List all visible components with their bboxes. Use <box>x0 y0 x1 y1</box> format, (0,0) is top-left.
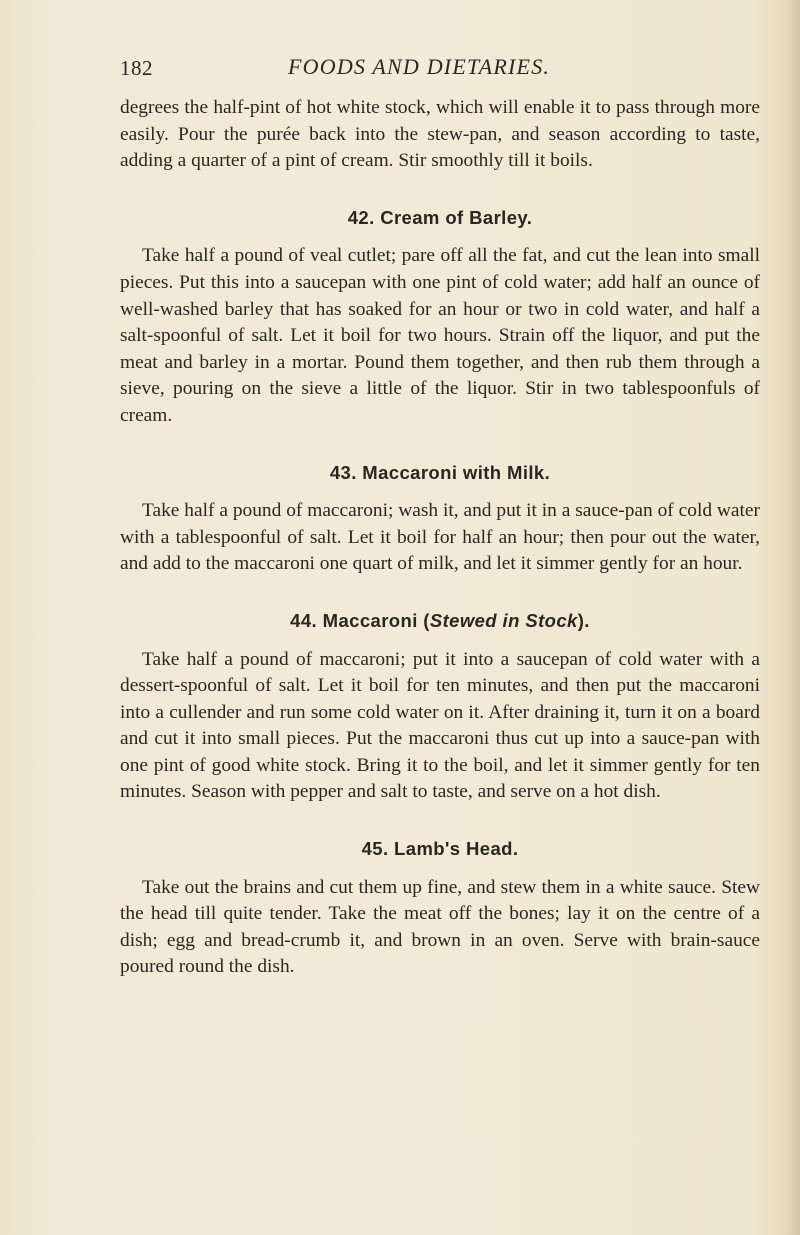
recipe-heading <box>120 460 760 487</box>
recipe-heading-text: 42. Cream of Barley. <box>347 206 533 228</box>
recipe-body: Take half a pound of maccaroni; put it into a saucepan of cold water with a dessert-spoonful of salt. Let it boil for ten minutes, and then put the maccaroni into a cullender and run some cold water on it. After draining it, turn it on a board and cut it into small pieces. Put the maccaroni thus cut up into a sauce-pan with one pint of good white stock. Bring it to the boil, and let it simmer gently for ten minutes. Season with pepper and salt to taste, and serve on a hot dish. <box>120 648 760 803</box>
recipe-42 <box>120 205 760 430</box>
recipe-body: Take out the brains and cut them up fine, and stew them in a white sauce. Stew the head till quite tender. Take the meat off the bones; lay it on the centre of a dish; egg and bread-crumb it, and brown in an oven. Serve with brain-sauce poured round the dish. <box>120 876 760 978</box>
recipe-heading <box>120 608 760 635</box>
recipe-heading <box>120 836 760 863</box>
running-head <box>120 54 760 84</box>
recipe-heading-text: 43. Maccaroni with Milk. <box>329 461 551 483</box>
page-number: 182 <box>120 56 153 80</box>
recipe-45 <box>120 836 760 981</box>
recipe-body: Take half a pound of maccaroni; wash it, and put it in a sauce-pan of cold water with a tablespoonful of salt. Let it boil for half an hour; then pour out the water, and add to the maccaroni one quart of milk, and let it simmer gently for an hour. <box>120 500 760 575</box>
recipe-heading-italic: Stewed in Stock <box>429 609 578 631</box>
running-title: FOODS AND DIETARIES. <box>288 54 551 79</box>
recipe-heading-end: ). <box>577 609 590 631</box>
intro-paragraph: degrees the half-pint of hot white stock, which will enable it to pass through more easily. Pour the purée back into the stew-pan, and season according to taste, adding a quarter of a pint of cream. Stir smoothly till it boils. <box>120 97 760 172</box>
page-content <box>120 95 760 981</box>
recipe-heading <box>120 205 760 232</box>
recipe-43 <box>120 460 760 578</box>
recipe-body: Take half a pound of veal cutlet; pare off all the fat, and cut the lean into small pieces. Put this into a saucepan with one pint of cold water; add half an ounce of well-washed barley that has soaked for an hour or two in cold water, and half a salt-spoonful of salt. Let it boil for two hours. Strain off the liquor, and put the meat and barley in a mortar. Pound them together, and then rub them through a sieve, pouring on the sieve a little of the liquor. Stir in two tablespoonfuls of cream. <box>120 245 760 426</box>
recipe-heading-text: 44. Maccaroni ( <box>290 609 430 631</box>
recipe-44 <box>120 608 760 806</box>
recipe-heading-text: 45. Lamb's Head. <box>361 838 519 860</box>
page-edge-shadow <box>786 0 800 1235</box>
